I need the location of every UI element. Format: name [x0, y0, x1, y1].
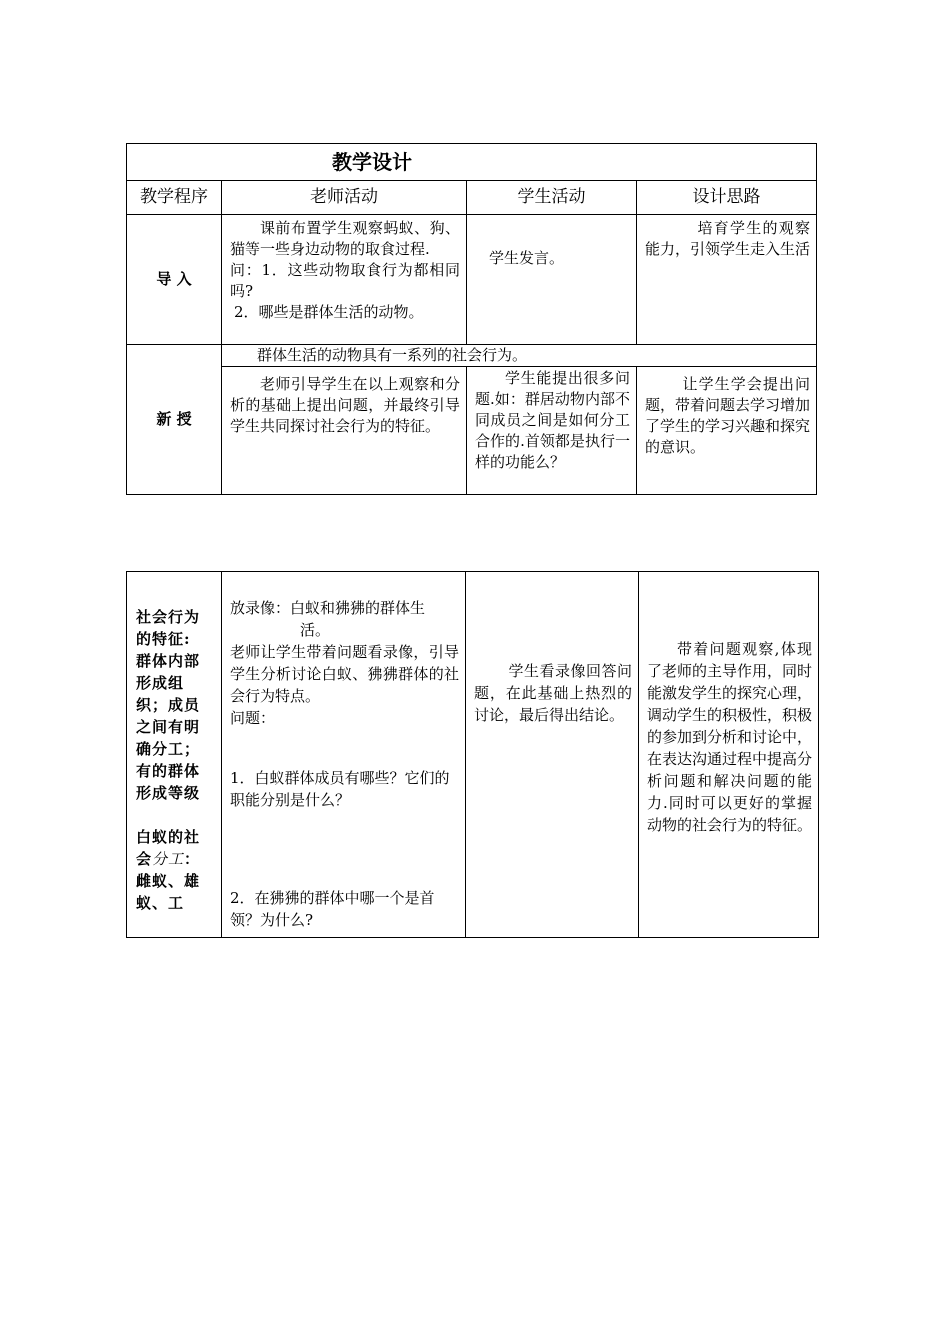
topic-cell — [127, 572, 222, 938]
intro-student-text: 学生发言。 — [489, 249, 565, 267]
header-teacher-activity: 老师活动 — [222, 181, 467, 215]
topic-body-2: 雌蚁、雄蚁、工 — [136, 872, 201, 912]
intro-design-text: 培育学生的观察能力，引领学生走入生活 — [645, 219, 811, 258]
topic-body-1: 群体内部形成组织；成员之间有明确分工；有的群体形成等级 — [136, 652, 201, 802]
header-design-rationale: 设计思路 — [637, 181, 817, 215]
new-design-text: 让学生学会提出问题，带着问题去学习增加了学生的学习兴趣和探究的意识。 — [645, 375, 811, 456]
new-design-cell — [637, 367, 817, 495]
new-merged-text: 群体生活的动物具有一系列的社会行为。 — [222, 345, 817, 367]
video-design-cell — [639, 572, 819, 938]
intro-question-2: 2．哪些是群体生活的动物。 — [234, 303, 424, 321]
topic-heading-2 — [136, 826, 215, 870]
intro-student-cell — [467, 215, 637, 345]
new-teacher-cell — [222, 367, 467, 495]
video-question-1: 1．白蚁群体成员有哪些？它们的职能分别是什么？ — [230, 769, 450, 809]
topic-heading-2-italic: 分工 — [152, 850, 185, 868]
intro-design-cell — [637, 215, 817, 345]
video-design-text: 带着问题观察,体现了老师的主导作用，同时能激发学生的探究心理，调动学生的积极性，积极的参加到分析和讨论中，在表达沟通过程中提高分析问题和解决问题的能力.同时可以更好的掌握动物的社会行为的特征。 — [647, 640, 813, 834]
new-teacher-text: 老师引导学生在以上观察和分析的基础上提出问题，并最终引导学生共同探讨社会行为的特征。 — [230, 375, 460, 435]
social-behavior-table — [126, 571, 819, 938]
video-line-1: 放录像：白蚁和狒狒的群体生 — [230, 599, 426, 617]
video-question-2: 2．在狒狒的群体中哪一个是首领？为什么? — [230, 889, 435, 929]
header-student-activity: 学生活动 — [467, 181, 637, 215]
topic-heading-2-end: ： — [184, 850, 201, 868]
header-procedure: 教学程序 — [127, 181, 222, 215]
lesson-design-table — [126, 143, 817, 495]
table-title: 教学设计 — [127, 144, 817, 181]
intro-question-1: 问：1．这些动物取食行为都相同吗? — [230, 261, 460, 300]
video-questions-label: 问题： — [230, 709, 276, 727]
video-student-cell — [466, 572, 639, 938]
intro-teacher-cell — [222, 215, 467, 345]
video-guidance: 老师让学生带着问题看录像，引导学生分析讨论白蚁、狒狒群体的社会行为特点。 — [230, 643, 459, 705]
intro-teacher-text: 课前布置学生观察蚂蚁、狗、猫等一些身边动物的取食过程. — [230, 219, 460, 258]
topic-heading-2-main: 白蚁的社会 — [136, 828, 201, 868]
new-student-text: 学生能提出很多问题.如：群居动物内部不同成员之间是如何分工合作的.首领都是执行一样的功能么？ — [475, 369, 630, 471]
video-line-2: 活。 — [300, 621, 331, 639]
topic-heading-1: 社会行为的特征: — [136, 608, 201, 648]
stage-new: 新 授 — [127, 345, 222, 495]
stage-intro: 导 入 — [127, 215, 222, 345]
video-teacher-cell — [222, 572, 466, 938]
video-student-text: 学生看录像回答问题，在此基础上热烈的讨论，最后得出结论。 — [474, 662, 632, 724]
new-student-cell — [467, 367, 637, 495]
